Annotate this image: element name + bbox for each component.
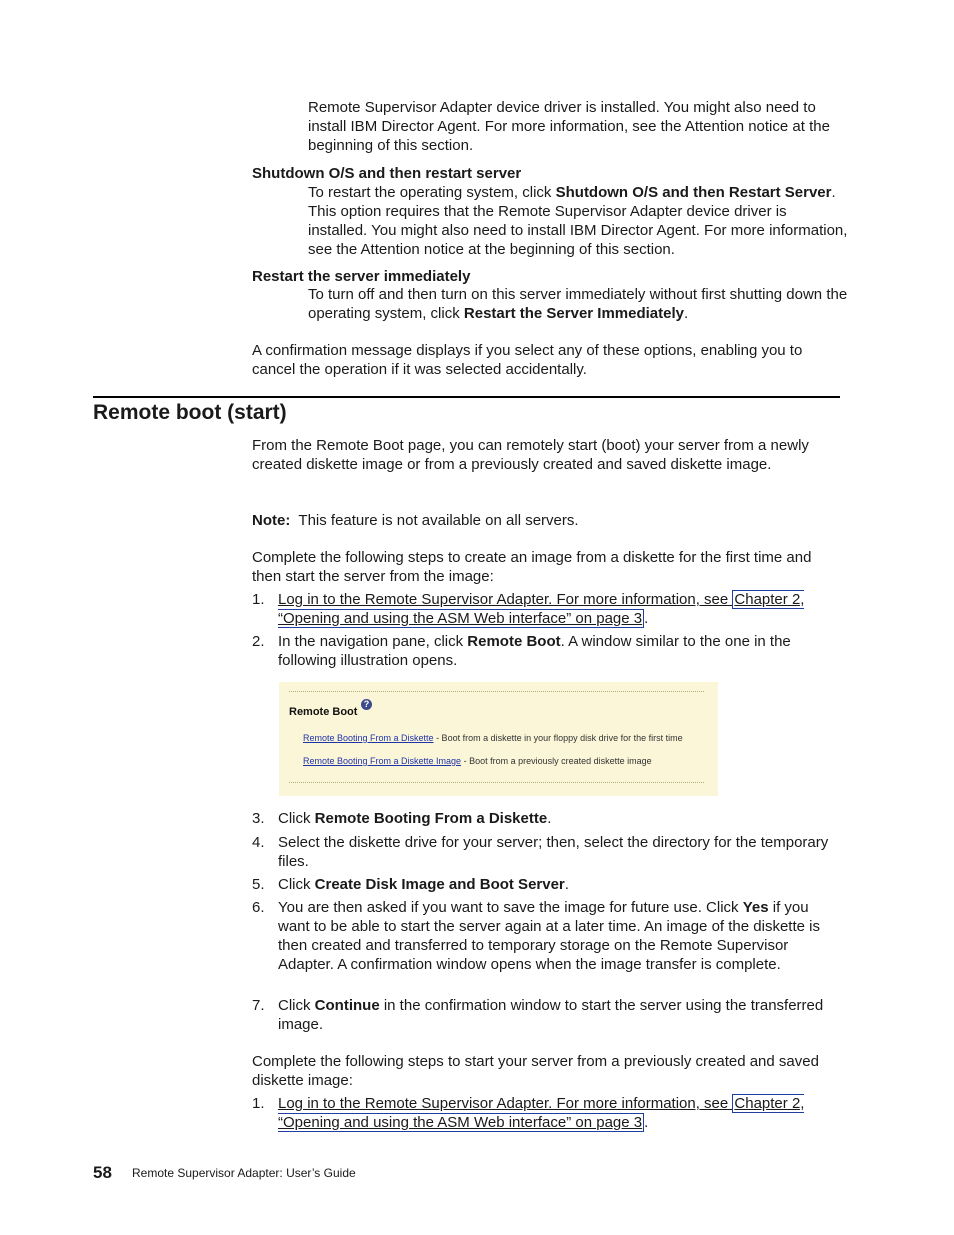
section-intro: From the Remote Boot page, you can remotely start (boot) your server from a newly created diskette image or from a previously created and saved diskette image. [252, 437, 809, 473]
list-item: 7. Click Continue in the confirmation window to start the server using the transferred image. [252, 997, 824, 1033]
section-heading: Remote boot (start) [93, 401, 287, 424]
step-text[interactable]: Log in to the Remote Supervisor Adapter. For more information, see [278, 591, 733, 608]
remote-booting-from-diskette-link[interactable]: Remote Booting From a Diskette [303, 733, 434, 743]
list-item: 1. Log in to the Remote Supervisor Adapter. For more information, see Chapter 2, “Opening and using the ASM Web interface” on page 3 . [252, 591, 805, 627]
list-item: 4. Select the diskette drive for your server; then, select the directory for the temporary files. [252, 834, 829, 870]
restart-description: To turn off and then turn on this server immediately without first shutting down the operating system, click Restart the Server Immediately. [308, 286, 848, 322]
panel-divider [289, 782, 704, 783]
question-icon[interactable]: ? [361, 699, 372, 710]
remote-boot-screenshot [279, 682, 718, 796]
chapter-link[interactable]: Chapter 2, “Opening and using the ASM Web interface” on page 3 [278, 591, 805, 627]
shutdown-term: Shutdown O/S and then restart server [252, 165, 522, 182]
steps-intro-2: Complete the following steps to start your server from a previously created and saved diskette image: [252, 1053, 819, 1089]
remote-booting-from-image-link[interactable]: Remote Booting From a Diskette Image [303, 756, 462, 766]
note: Note: This feature is not available on all servers. [252, 512, 579, 529]
restart-term: Restart the server immediately [252, 268, 471, 285]
list-item: 1. Log in to the Remote Supervisor Adapter. For more information, see Chapter 2, “Opening and using the ASM Web interface” on page 3 . [252, 1095, 805, 1131]
section-rule [93, 396, 840, 398]
list-item: 5. Click Create Disk Image and Boot Server. [252, 876, 569, 893]
step-text[interactable]: Log in to the Remote Supervisor Adapter. For more information, see [278, 1095, 733, 1112]
confirmation-paragraph: A confirmation message displays if you select any of these options, enabling you to cancel the operation if it was selected accidentally. [252, 342, 803, 378]
panel-row: Remote Booting From a Diskette - Boot from a diskette in your floppy disk drive for the first time [303, 733, 683, 743]
chapter-link[interactable]: Chapter 2, “Opening and using the ASM Web interface” on page 3 [278, 1095, 805, 1131]
shutdown-description: To restart the operating system, click Shutdown O/S and then Restart Server. This option requires that the Remote Supervisor Adapter device driver is installed. You might also need to install IBM Director Agent. For more information, see the Attention notice at the beginning of this section. [308, 184, 848, 258]
footer-title: Remote Supervisor Adapter: User’s Guide [132, 1166, 356, 1180]
intro-paragraph: Remote Supervisor Adapter device driver is installed. You might also need to install IBM Director Agent. For more information, see the Attention notice at the beginning of this section. [308, 99, 830, 154]
panel-title: Remote Boot [289, 706, 358, 718]
steps-intro-1: Complete the following steps to create an image from a diskette for the first time and then start the server from the image: [252, 549, 812, 585]
page-number: 58 [93, 1163, 112, 1182]
panel-divider [289, 691, 704, 692]
list-item: 2. In the navigation pane, click Remote Boot. A window similar to the one in the following illustration opens. [252, 633, 791, 669]
list-item: 6. You are then asked if you want to save the image for future use. Click Yes if you want to be able to start the server again at a later time. An image of the diskette is then created and transferred to temporary storage on the Remote Supervisor Adapter. A confirmation window opens when the image transfer is complete. [252, 899, 820, 973]
panel-row: Remote Booting From a Diskette Image - Boot from a previously created diskette image [303, 756, 652, 766]
list-item: 3. Click Remote Booting From a Diskette. [252, 810, 552, 827]
